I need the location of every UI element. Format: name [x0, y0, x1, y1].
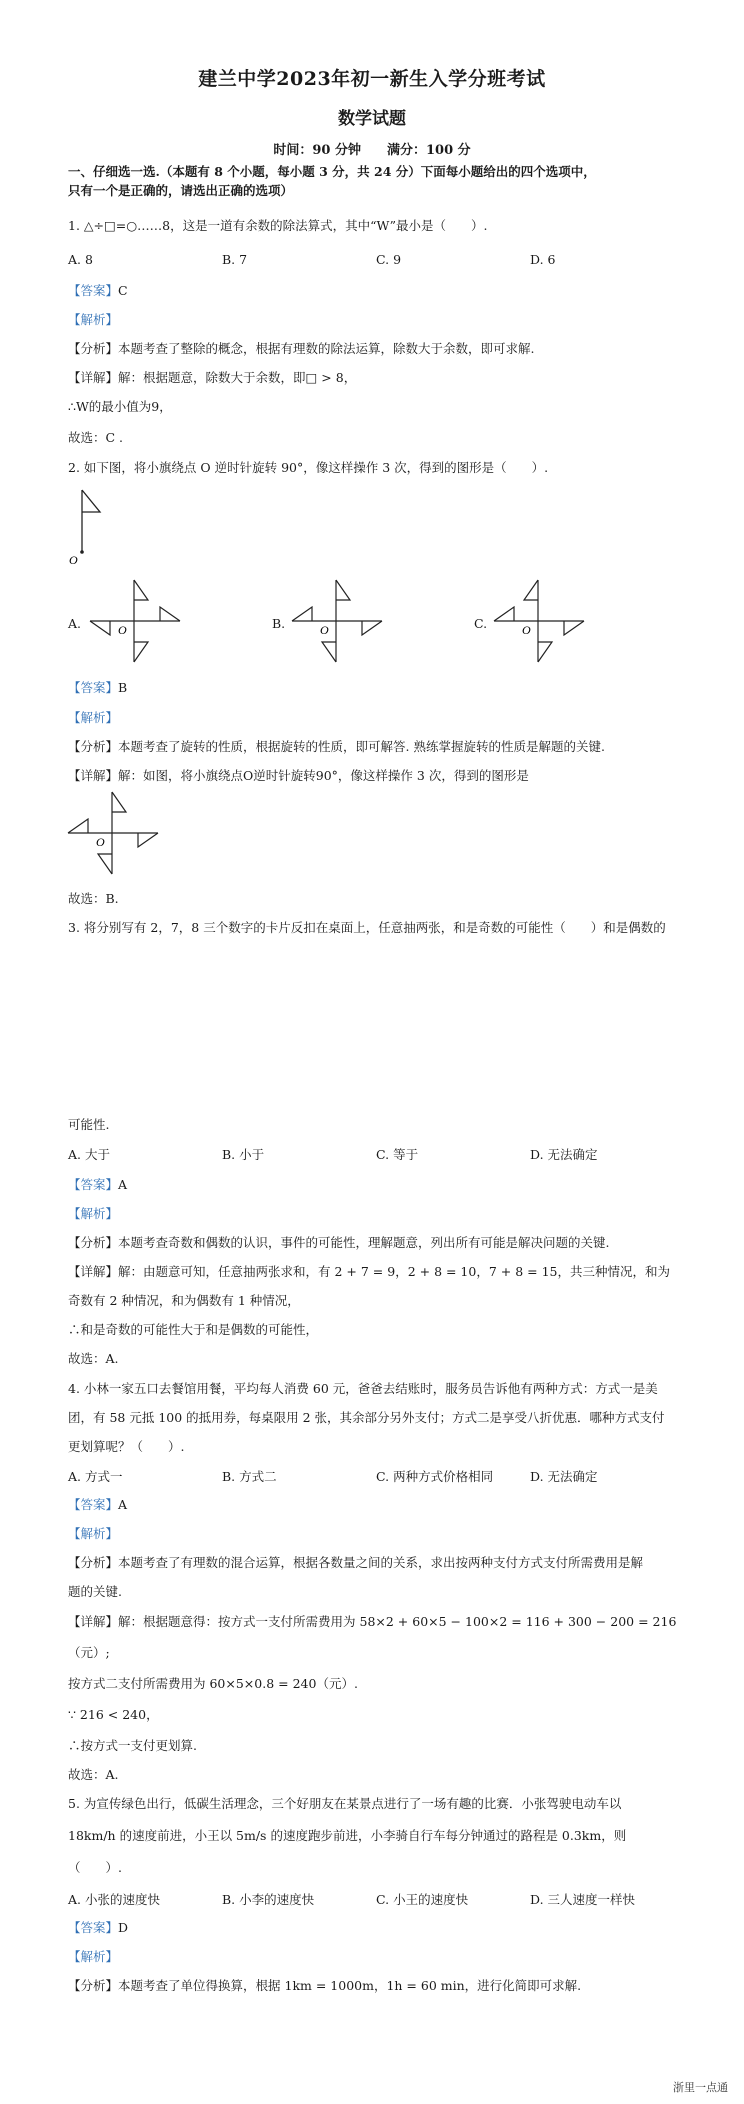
q5-option-c: C. 小王的速度快 [376, 1892, 469, 1907]
q3-detail: 【详解】解：由题意可知，任意抽两张求和，有 2 + 7 = 9，2 + 8 = 10，7 + 8 = 15，共三种情况，和为 [68, 1264, 670, 1279]
q2-flag-figure [66, 486, 106, 566]
section-heading-line1: 一、仔细选一选.（本题有 8 个小题，每小题 3 分，共 24 分）下面每小题给出的四个选项中， [68, 164, 596, 179]
q3-option-d: D. 无法确定 [530, 1147, 598, 1162]
q3-line1: 奇数有 2 种情况，和为偶数有 1 种情况， [68, 1293, 300, 1308]
q1-explain-label: 【解析】 [68, 312, 119, 327]
q4-stem-line2: 团，有 58 元抵 100 的抵用券，每桌限用 2 张，其余部分另外支付；方式二是享受八折优惠．哪种方式支付 [68, 1410, 665, 1425]
q1-stem: 1. △÷□=○……8，这是一道有余数的除法算式，其中“W”最小是（ ）. [68, 218, 488, 233]
q3-stem-continued: 可能性. [68, 1117, 110, 1132]
q2-option-a: A. [68, 616, 82, 631]
q4-explain-label: 【解析】 [68, 1526, 119, 1541]
q4-option-b: B. 方式二 [222, 1469, 277, 1484]
q1-line1: ∴W的最小值为9， [68, 399, 172, 414]
q4-line2: 按方式二支付所需费用为 60×5×0.8 = 240（元）. [68, 1676, 358, 1691]
q4-option-d: D. 无法确定 [530, 1469, 598, 1484]
exam-subtitle: 数学试题 [338, 109, 406, 129]
q1-option-a: A. 8 [68, 252, 93, 267]
q2-solution-point-o: O [96, 835, 105, 849]
q1-detail: 【详解】解：根据题意，除数大于余数，即□ > 8， [68, 370, 357, 385]
exam-title: 建兰中学2023年初一新生入学分班考试 [198, 68, 546, 90]
q4-stem-line1: 4. 小林一家五口去餐馆用餐，平均每人消费 60 元，爸爸去结账时，服务员告诉他有两种方式：方式一是美 [68, 1381, 658, 1396]
q2-b-point-o: O [320, 623, 329, 637]
q4-option-a: A. 方式一 [68, 1469, 123, 1484]
q2-analysis: 【分析】本题考查了旋转的性质，根据旋转的性质，即可解答. 熟练掌握旋转的性质是解题的关键. [68, 739, 605, 754]
q4-analysis-line1: 【分析】本题考查了有理数的混合运算，根据各数量之间的关系，求出按两种支付方式支付所需费用是解 [68, 1555, 644, 1570]
q2-option-a-figure [88, 578, 184, 664]
q2-point-o: O [69, 553, 78, 566]
q1-analysis: 【分析】本题考查了整除的概念，根据有理数的除法运算，除数大于余数，即可求解. [68, 341, 535, 356]
q3-explain-label: 【解析】 [68, 1206, 119, 1221]
q3-option-c: C. 等于 [376, 1147, 419, 1162]
q4-analysis-line2: 题的关键. [68, 1584, 122, 1599]
q4-detail: 【详解】解：根据题意得：按方式一支付所需费用为 58×2 + 60×5 − 100×2 = 116 + 300 − 200 = 216 [68, 1614, 677, 1629]
q5-option-a: A. 小张的速度快 [68, 1892, 160, 1907]
q1-line2: 故选：C . [68, 430, 124, 445]
q3-option-b: B. 小于 [222, 1147, 265, 1162]
q5-analysis: 【分析】本题考查了单位得换算，根据 1km = 1000m，1h = 60 min，进行化简即可求解. [68, 1978, 582, 1993]
q2-detail: 【详解】解：如图，将小旗绕点O逆时针旋转90°，像这样操作 3 次，得到的图形是 [68, 768, 529, 783]
q2-end: 故选：B. [68, 891, 119, 906]
q1-answer: 【答案】C [68, 283, 128, 298]
q1-option-b: B. 7 [222, 252, 248, 267]
q2-explain-label: 【解析】 [68, 710, 119, 725]
q4-line3: ∵ 216 < 240， [68, 1707, 159, 1722]
q2-a-point-o: O [118, 623, 127, 637]
q4-line4: ∴按方式一支付更划算. [68, 1738, 197, 1753]
q5-stem-line1: 5. 为宣传绿色出行，低碳生活理念，三个好朋友在某景点进行了一场有趣的比赛．小张驾驶电动车以 [68, 1796, 622, 1811]
q3-analysis: 【分析】本题考查奇数和偶数的认识，事件的可能性，理解题意，列出所有可能是解决问题的关键. [68, 1235, 610, 1250]
q5-answer: 【答案】D [68, 1920, 129, 1935]
q4-option-c: C. 两种方式价格相同 [376, 1469, 494, 1484]
q5-option-d: D. 三人速度一样快 [530, 1892, 636, 1907]
q2-c-point-o: O [522, 623, 531, 637]
q3-stem: 3. 将分别写有 2，7，8 三个数字的卡片反扣在桌面上，任意抽两张，和是奇数的可能性（ ）和是偶数的 [68, 920, 666, 935]
exam-meta: 时间：90 分钟 满分：100 分 [273, 143, 471, 158]
q2-option-c: C. [474, 616, 488, 631]
q2-stem: 2. 如下图，将小旗绕点 O 逆时针旋转 90°，像这样操作 3 次，得到的图形是（ ）. [68, 460, 549, 475]
section-heading-line2: 只有一个是正确的，请选出正确的选项） [68, 183, 294, 198]
q4-stem-line3: 更划算呢？（ ）. [68, 1439, 185, 1454]
q2-solution-figure [66, 790, 162, 876]
q2-option-b: B. [272, 616, 286, 631]
q3-option-a: A. 大于 [68, 1147, 110, 1162]
q3-end: 故选：A. [68, 1351, 119, 1366]
q2-option-c-figure [492, 578, 588, 664]
q1-option-d: D. 6 [530, 252, 556, 267]
q4-answer: 【答案】A [68, 1497, 128, 1512]
q5-explain-label: 【解析】 [68, 1949, 119, 1964]
q3-answer: 【答案】A [68, 1177, 128, 1192]
q2-option-b-figure [290, 578, 386, 664]
q4-line1: （元）; [68, 1645, 110, 1660]
q2-answer: 【答案】B [68, 680, 128, 695]
q4-end: 故选：A. [68, 1767, 119, 1782]
q5-option-b: B. 小李的速度快 [222, 1892, 315, 1907]
q5-stem-line3: （ ）. [68, 1860, 122, 1875]
q5-stem-line2: 18km/h 的速度前进，小王以 5m/s 的速度跑步前进，小李骑自行车每分钟通过的路程是 0.3km，则 [68, 1828, 627, 1843]
q3-line2: ∴和是奇数的可能性大于和是偶数的可能性， [68, 1322, 319, 1337]
footer-source: 浙里一点通 [673, 2081, 728, 2094]
q1-option-c: C. 9 [376, 252, 402, 267]
